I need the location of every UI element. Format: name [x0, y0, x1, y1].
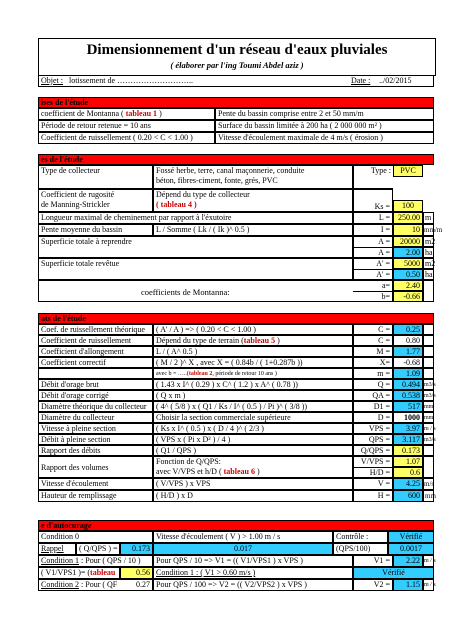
result-row-value: 517	[393, 401, 423, 412]
result-row-unit	[423, 357, 434, 368]
result-row-value: 3.97	[393, 423, 423, 434]
result-row-value: 1.77	[393, 346, 423, 357]
area-paved-unit-ha: ha	[425, 270, 433, 279]
result-row-label: Coefficient d'allongement	[38, 346, 153, 357]
condition1-formula: Pour QPS / 10 => V1 = (( V1/VPS1 ) x VPS )	[153, 555, 353, 567]
result-row-value[interactable]: -0.68	[393, 357, 423, 368]
volume-ratio-paren: )	[256, 467, 260, 476]
objet-value: lotissement de ………………………..	[69, 76, 193, 85]
result-row-key: C =	[353, 324, 393, 335]
montanna-coefs-cell	[38, 280, 353, 302]
montanna-coefs-label: coefficients de Montanna:	[141, 287, 230, 297]
result-row-unit: m3/s	[423, 390, 434, 401]
condition1-desc: : Pour ( QPS / 10 )	[81, 556, 141, 565]
condition0-label: Condition 0	[38, 531, 153, 543]
volume-ratio-table-ref: tableau 6	[223, 467, 255, 476]
result-row-unit: m3/s	[423, 379, 434, 390]
condition1-status: Vérifié	[353, 567, 434, 579]
montanna-paren: )	[159, 109, 162, 118]
result-row-label: Coef. de ruissellement théorique	[38, 324, 153, 335]
section-autocurage-title: e d'autocurage	[41, 521, 92, 530]
result-row-key: VPS =	[353, 423, 393, 434]
ks-label	[38, 189, 153, 212]
rappel-qps100-key: (QPS/100)	[333, 543, 388, 555]
result-row-value[interactable]: 0.80	[393, 335, 423, 346]
v-vps-value[interactable]: 1.07	[393, 456, 423, 467]
objet-label: Objet :	[41, 76, 63, 85]
flow-velocity-unit: m/s	[424, 480, 435, 488]
condition1-label	[38, 555, 153, 567]
runoff-range-cell: Coefficient de ruissellement ( 0.20 < C < 1.00 )	[38, 132, 215, 144]
montanna-a-value[interactable]: 2.40	[393, 280, 423, 291]
fill-height-key: H =	[353, 490, 393, 502]
result-row-label: Vitesse à pleine section	[38, 423, 153, 434]
collector-type-desc	[153, 165, 353, 189]
type-key: Type :	[353, 165, 393, 189]
collector-type-desc-line1: Fossé herbe, terre, canal maçonnerie, conduite	[156, 166, 305, 175]
area-paved-value-ha: 0.50	[393, 269, 423, 280]
result-row-value: 1.09	[393, 368, 423, 379]
date-value: ../02/2015	[379, 76, 412, 85]
condition2-value: 0.27	[136, 580, 150, 589]
ks-value[interactable]: 100	[393, 200, 423, 212]
condition2-desc: : Pour ( QF	[81, 580, 118, 589]
result-row-label: Débit d'orage corrigé	[38, 390, 153, 401]
rappel-value: 0.173	[120, 543, 153, 555]
condition2-title: Condition 2	[41, 580, 80, 589]
result-desc-text: Choisir la section commerciale supérieure	[156, 413, 291, 422]
montanna-a-key: a=	[353, 280, 393, 291]
slope-desc: L / Somme ( Lk / ( Ik )^ 0.5 )	[153, 224, 353, 236]
result-row-value: 0.494	[393, 379, 423, 390]
montanna-coef-cell	[38, 108, 215, 120]
type-value[interactable]: PVC	[393, 165, 423, 177]
area-key-m2: A =	[353, 236, 393, 247]
length-label: Longueur maximal de cheminement par rapport à l'éxutoire	[38, 212, 353, 224]
flow-velocity-desc: ( V/VPS ) x VPS	[153, 478, 353, 490]
section-resultats-header	[38, 313, 434, 324]
result-row-unit	[423, 346, 434, 357]
condition2-label	[38, 579, 153, 591]
montanna-b-value[interactable]: -0.66	[393, 291, 423, 302]
result-desc-tail: )	[275, 336, 280, 345]
volume-unit-cell	[423, 456, 434, 478]
v1-vps1-text: ( V1/VPS1 )= (	[41, 568, 91, 577]
montanna-table-ref: tableau 1	[125, 109, 158, 118]
result-row-label: Coefficient de ruissellement	[38, 335, 153, 346]
area-paved-label: Superficie totale revêtue	[38, 258, 353, 280]
result-row-unit: m3/s	[423, 434, 434, 445]
area-value-ha: 2.00	[393, 247, 423, 258]
document-header	[38, 38, 436, 76]
condition1-check: Condition 1 : ( V1 > 0.60 m/s )	[153, 567, 353, 579]
volume-ratio-label: Rapport des volumes	[38, 456, 153, 478]
area-unit-ha: ha	[425, 248, 433, 257]
result-desc-text: ( Q x m )	[156, 391, 186, 400]
result-row-value: 0.173	[393, 445, 423, 456]
result-row-key: Q/QPS =	[353, 445, 393, 456]
result-row-unit: m / s	[423, 423, 434, 434]
result-row-label	[38, 368, 153, 379]
slope-value[interactable]: 10	[393, 224, 423, 236]
result-desc-text: avec b = …..(	[156, 371, 189, 377]
page-title: Dimensionnement d'un réseau d'eaux pluviales	[86, 42, 388, 58]
v1-vps1-table-ref: tableau	[90, 568, 116, 577]
result-row-desc	[153, 324, 353, 335]
collector-type-desc-line2: béton, fibres-ciment, fonte, grés, PVC	[156, 176, 278, 185]
result-row-label: Débit à pleine section	[38, 434, 153, 445]
rappel-desc: ( Q/QPS ) =	[76, 543, 120, 555]
result-row-desc	[153, 379, 353, 390]
fill-height-unit: mm	[425, 492, 436, 500]
section-hypotheses-header	[38, 97, 434, 108]
rappel-qps10: 0.017	[153, 543, 333, 555]
ks-table-ref: ( tableau 4 )	[156, 200, 197, 209]
result-row-unit	[423, 368, 434, 379]
slope-range-cell: Pente du bassin comprise entre 2 et 50 mm/m	[215, 108, 434, 120]
ks-label-line1: Coefficient de rugosité	[41, 190, 115, 199]
result-row-unit: mm	[423, 412, 434, 423]
result-row-key: D1 =	[353, 401, 393, 412]
result-row-unit	[423, 335, 434, 346]
montanna-b-key: b=	[353, 291, 393, 302]
max-velocity-cell: Vitesse d'écoulement maximale de 4 m/s ( érosion )	[215, 132, 434, 144]
rappel-qps100-value: 0.0017	[388, 543, 434, 555]
length-unit: m	[423, 212, 434, 224]
rappel-label: Rappel	[38, 543, 76, 555]
area-paved-value-m2[interactable]: 5000	[393, 258, 423, 269]
length-value[interactable]: 250.00	[393, 212, 423, 224]
result-row-desc	[153, 423, 353, 434]
v2-key: V2 =	[353, 579, 393, 591]
ks-desc	[153, 189, 353, 212]
montanna-label: coefficient de Montanna (	[41, 109, 124, 118]
fill-height-label: Hauteur de remplissage	[38, 490, 153, 502]
area-paved-key-m2: A' =	[353, 258, 393, 269]
flow-velocity-value: 4.25	[393, 478, 423, 490]
section-autocurage-header	[38, 520, 434, 531]
result-row-unit	[423, 445, 434, 456]
result-desc-text: ( Ks x I^ ( 0.5 ) x ( D / 4 )^ ( 2/3 )	[156, 424, 264, 433]
result-row-key: QA =	[353, 390, 393, 401]
v-vps-key: V/VPS =	[353, 456, 393, 467]
result-row-label: Diamètre théorique du collecteur	[38, 401, 153, 412]
slope-key: I =	[353, 224, 393, 236]
montanna-unit-cell	[423, 280, 434, 302]
result-row-desc	[153, 357, 353, 368]
result-row-key: D =	[353, 412, 393, 423]
flow-velocity-label: Vitesse d'écoulement	[38, 478, 153, 490]
result-row-desc	[153, 390, 353, 401]
condition0-desc: Vitesse d'écoulement ( V ) > 1.00 m / s	[153, 531, 333, 543]
result-desc-text: ( 4^ ( 5/8 ) x ( Q1 / Ks / I^ ( 0.5 ) / Pi )^ ( 3/8 ))	[156, 402, 308, 411]
fill-height-value: 600	[393, 490, 423, 502]
result-row-value: 3.117	[393, 434, 423, 445]
result-row-desc	[153, 434, 353, 445]
result-desc-text: ( Q1 / QPS )	[156, 446, 197, 455]
section-donnees-title: es de l'étude	[41, 155, 83, 164]
result-row-key: C =	[353, 335, 393, 346]
area-paved-key-ha: A' =	[353, 269, 393, 280]
v1-value: 2.22	[393, 555, 423, 567]
return-period-cell: Période de retour retenue = 10 ans	[38, 120, 215, 132]
condition2-formula: Pour QPS / 100 => V2 = (( V2/VPS2 ) x VPS )	[153, 579, 353, 591]
collector-type-label: Type de collecteur	[38, 165, 153, 189]
flow-velocity-key: V =	[353, 478, 393, 490]
result-row-desc	[153, 335, 353, 346]
result-row-desc	[153, 445, 353, 456]
ks-label-line2: de Manning-Strickler	[41, 200, 110, 209]
condition0-status: Vérifié	[388, 531, 434, 543]
ks-key: Ks =	[353, 189, 393, 212]
slope-unit: mm/m	[424, 226, 443, 234]
result-row-label: Diamètre du collecteur	[38, 412, 153, 423]
length-key: L =	[353, 212, 393, 224]
result-row-desc	[153, 412, 353, 423]
result-table-ref: tableau 2	[188, 371, 213, 377]
author-subtitle: ( élaborer par l'ing Toumi Abdel aziz )	[170, 60, 304, 70]
section-donnees-header	[38, 154, 434, 165]
result-row-desc	[153, 346, 353, 357]
result-row-key: M =	[353, 346, 393, 357]
result-desc-text: ( A' / A ) => ( 0.20 < C < 1.00 )	[156, 325, 256, 334]
result-table-ref: tableau 5	[243, 336, 276, 345]
objet-row	[38, 75, 434, 87]
area-paved-unit-m2: m2	[425, 259, 436, 268]
v1-vps1-label	[38, 567, 120, 579]
date-label: Date :	[351, 76, 371, 85]
v2-value: 1.15	[393, 579, 423, 591]
result-desc-text: ( M / 2 )^ X , avec X = ( 0.84b / ( 1+0.287b ))	[156, 358, 303, 367]
result-desc-text: Dépend du type de terrain (	[156, 336, 244, 345]
result-row-desc	[153, 368, 353, 379]
fill-height-desc: ( H/D ) x D	[153, 490, 353, 502]
area-value-m2[interactable]: 20000	[393, 236, 423, 247]
h-d-value[interactable]: 0.6	[393, 467, 423, 478]
v2-unit: m / s	[423, 579, 434, 591]
condition0-key: Contrôle :	[333, 531, 388, 543]
result-row-value[interactable]: 1000	[393, 412, 423, 423]
area-unit-m2: m2	[425, 237, 436, 246]
result-desc-text: L / ( A^ 0.5 )	[156, 347, 198, 356]
slope-label: Pente moyenne du bassin	[38, 224, 153, 236]
area-total-label: Superficie totale à reprendre	[38, 236, 353, 258]
result-row-value: 0.25	[393, 324, 423, 335]
result-row-key: Q =	[353, 379, 393, 390]
result-desc-text: ( VPS x ( Pi x D² ) / 4 )	[156, 435, 231, 444]
result-row-key: QPS =	[353, 434, 393, 445]
h-d-key: H/D =	[353, 467, 393, 478]
v1-key: V1 =	[353, 555, 393, 567]
result-row-desc	[153, 401, 353, 412]
surface-limit-cell: Surface du bassin limitée à 200 ha ( 2 000 000 m² )	[215, 120, 434, 132]
result-row-label: Coefficient correctif	[38, 357, 153, 368]
result-row-key: m =	[353, 368, 393, 379]
v1-vps1-value[interactable]: 0.56	[120, 567, 153, 579]
result-desc-tail: , période de retour 10 ans )	[212, 371, 277, 377]
condition1-title: Condition 1	[41, 556, 80, 565]
v1-unit: m / s	[423, 555, 434, 567]
ks-desc-line1: Dépend du type de collecteur	[156, 190, 250, 199]
volume-ratio-desc	[153, 456, 353, 478]
area-key-ha: A =	[353, 247, 393, 258]
result-desc-text: ( 1.43 x I^ ( 0.29 ) x C^ ( 1.2 ) x A^ ( 0.78 ))	[156, 380, 298, 389]
volume-ratio-desc-line1: Fonction de Q/QPS:	[156, 457, 221, 466]
section-hypotheses-title: ises de l'étude	[41, 98, 89, 107]
result-row-label: Débit d'orage brut	[38, 379, 153, 390]
result-row-unit: mm	[423, 401, 434, 412]
volume-ratio-desc-line2: avec V/VPS et h/D (	[156, 467, 222, 476]
result-row-key: X=	[353, 357, 393, 368]
section-resultats-title: ats de l'étude	[41, 314, 86, 323]
result-row-value: 0.538	[393, 390, 423, 401]
result-row-unit	[423, 324, 434, 335]
result-row-label: Rapport des débits	[38, 445, 153, 456]
